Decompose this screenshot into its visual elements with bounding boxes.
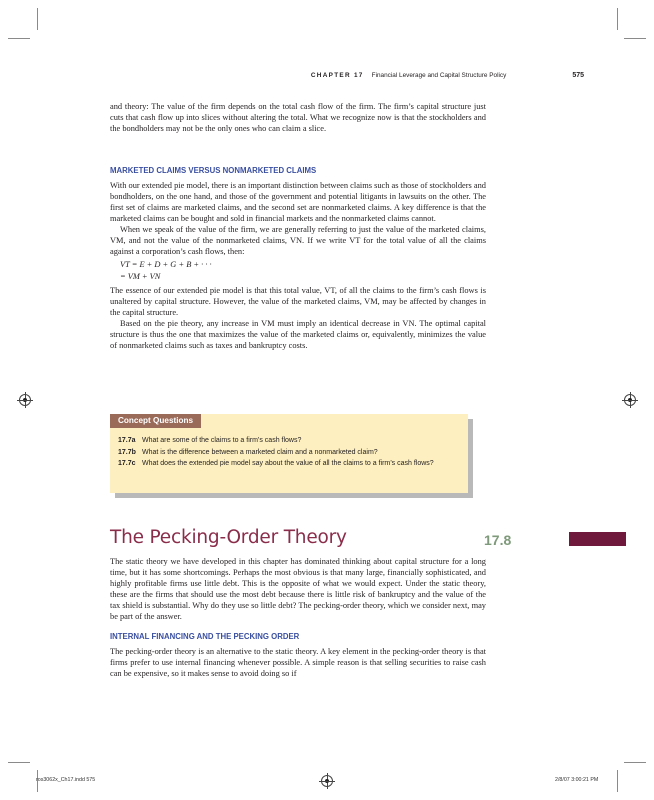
- crop-mark: [617, 8, 618, 30]
- crop-mark: [624, 762, 646, 763]
- section-color-bar: [569, 532, 626, 546]
- crop-mark: [624, 38, 646, 39]
- paragraph: Based on the pie theory, any increase in VM must imply an identical decrease in VN. The optimal capital structure is thus the one that maximizes the value of the marketed claims or, equivalently, minimizes the value of nonmarketed claims such as taxes and bankruptcy costs.: [110, 319, 486, 350]
- section-number: 17.8: [484, 532, 512, 548]
- question-text: What does the extended pie model say about the value of all the claims to a firm’s cash flows?: [142, 460, 434, 467]
- list-item: [118, 436, 462, 445]
- concept-questions-box: [110, 414, 468, 498]
- question-number: 17.7a: [118, 437, 136, 444]
- paragraph: With our extended pie model, there is an important distinction between claims such as those of stockholders and bondholders, on the one hand, and those of the government and potential litigants in lawsuits on the other. The first set of claims are marketed claims, and the second set are nonmarketed claims. A key difference is that the marketed claims can be bought and sold in financial markets and the nonmarketed claims cannot.: [110, 181, 486, 223]
- list-item: [118, 459, 462, 468]
- paragraph: and theory: The value of the firm depends on the total cash flow of the firm. The firm’s capital structure just cuts that cash flow up into slices without altering the total. What we recognize now is that the stockholders and the bondholders may not be the only ones who can claim a slice.: [110, 102, 486, 133]
- marketed-claims-section: [110, 165, 486, 351]
- chapter-title: Financial Leverage and Capital Structure Policy: [371, 72, 507, 79]
- footer-file-slug: ros3062x_Ch17.indd 575: [36, 777, 96, 783]
- question-text: What is the difference between a marketed claim and a nonmarketed claim?: [142, 448, 378, 456]
- equation-line: = VM + VN: [120, 272, 161, 281]
- section-title: The Pecking-Order Theory: [110, 527, 347, 548]
- paragraph: When we speak of the value of the firm, we are generally referring to just the value of the marketed claims, VM, and not the value of the nonmarketed claims, VN. If we write VT for the total value of all the claims against a corporation’s cash flows, then:: [110, 225, 486, 256]
- chapter-label: CHAPTER 17: [310, 72, 364, 79]
- intro-block: [110, 101, 486, 134]
- registration-mark-icon: [321, 775, 333, 787]
- equation-line: VT = E + D + G + B + · · ·: [120, 260, 212, 269]
- pecking-order-section: [110, 556, 486, 679]
- section-heading: MARKETED CLAIMS VERSUS NONMARKETED CLAIMS: [110, 166, 317, 175]
- list-item: [118, 448, 462, 457]
- paragraph: The static theory we have developed in this chapter has dominated thinking about capital structure for a long time, but it has some shortcomings. Perhaps the most obvious is that many large, financially sophisticated, and highly profitable firms use little debt. This is the opposite of what we would expect. Under the static theory, these are the firms that should use the most debt because there is little risk of bankruptcy and the value of the tax shield is substantial. Why do they use so little debt? The pecking-order theory, which we consider next, may be part of the answer.: [110, 557, 486, 621]
- box-body: [110, 414, 468, 493]
- equation: [120, 259, 486, 283]
- footer-timestamp: 2/8/07 3:00:21 PM: [555, 777, 599, 783]
- section-heading: INTERNAL FINANCING AND THE PECKING ORDER: [110, 632, 300, 641]
- question-text: What are some of the claims to a firm’s cash flows?: [142, 437, 302, 444]
- concept-questions-list: [118, 436, 462, 471]
- crop-mark: [8, 762, 30, 763]
- question-number: 17.7c: [118, 460, 136, 467]
- registration-mark-icon: [624, 394, 636, 406]
- question-number: 17.7b: [118, 448, 136, 456]
- paragraph: The pecking-order theory is an alternative to the static theory. A key element in the pecking-order theory is that firms prefer to use internal financing whenever possible. A simple reason is that selling securities to raise cash can be expensive, so it makes sense to avoid doing so if: [110, 647, 486, 678]
- paragraph: The essence of our extended pie model is that this total value, VT, of all the claims to the firm’s cash flows is unaltered by capital structure. However, the value of the marketed claims, VM, may be affected by changes in the capital structure.: [110, 286, 486, 317]
- running-head: [110, 72, 584, 79]
- crop-mark: [8, 38, 30, 39]
- page-number: 575: [572, 72, 584, 79]
- crop-mark: [37, 8, 38, 30]
- registration-mark-icon: [19, 394, 31, 406]
- crop-mark: [617, 770, 618, 792]
- concept-questions-title: Concept Questions: [110, 414, 201, 428]
